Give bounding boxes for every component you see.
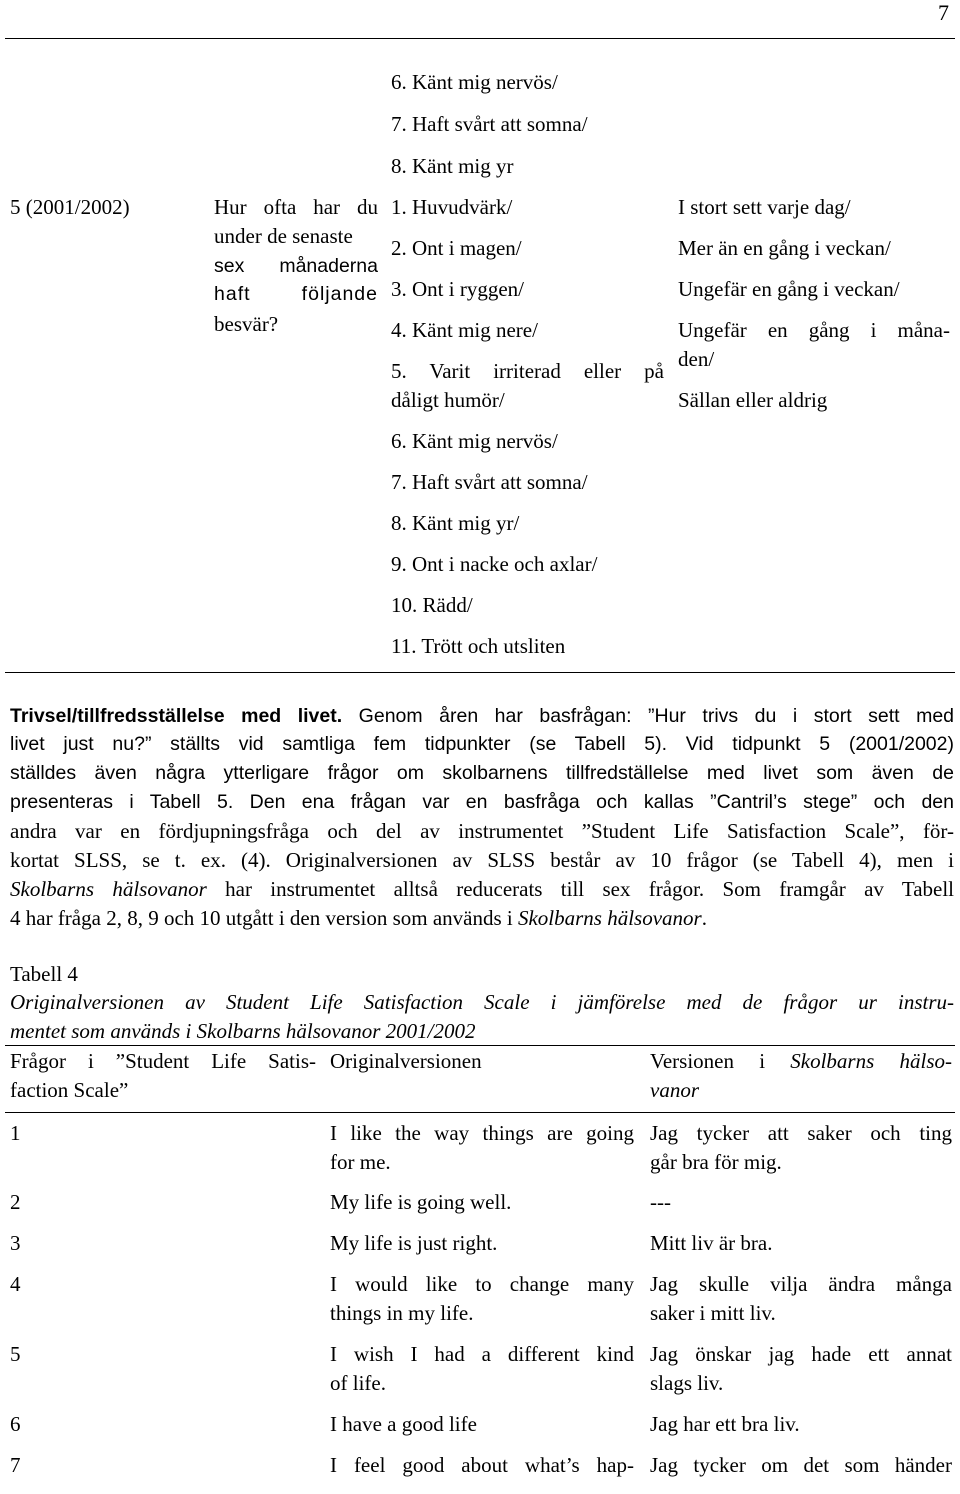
question-line: sex månaderna — [214, 255, 378, 277]
answer-option: den/ — [678, 347, 715, 371]
table-cell: I have a good life — [330, 1412, 477, 1436]
table-cell: I wish I had a different kind — [330, 1342, 634, 1366]
row-number: 4 — [10, 1272, 21, 1296]
table-top-rule — [5, 38, 955, 39]
page-number: 7 — [938, 0, 949, 25]
table-cell: My life is going well. — [330, 1190, 512, 1214]
table-cell: saker i mitt liv. — [650, 1301, 776, 1325]
text-span: har instrumentet alltså reducerats till sex frågor. Som framgår av Tabell — [206, 877, 955, 901]
answer-option: Ungefär en gång i veckan/ — [678, 277, 900, 301]
table-cell: I feel good about what’s hap- — [330, 1453, 634, 1477]
text-span: 4 har fråga 2, 8, 9 och 10 utgått i den version som används i — [10, 906, 518, 930]
header-cell: Originalversionen — [330, 1049, 482, 1073]
table-cell: I would like to change many — [330, 1272, 634, 1296]
list-item: 7. Haft svårt att somna/ — [391, 112, 588, 136]
table-cell: I like the way things are going — [330, 1121, 634, 1145]
time-point: 5 (2001/2002) — [10, 195, 130, 219]
table-cell: My life is just right. — [330, 1231, 498, 1255]
list-item: 11. Trött och utsliten — [391, 634, 566, 658]
text-span: . — [701, 906, 707, 930]
table4-top-rule — [5, 1045, 955, 1046]
row-number: 2 — [10, 1190, 21, 1214]
header-cell: Frågor i ”Student Life Satis- — [10, 1049, 316, 1073]
list-item: 9. Ont i nacke och axlar/ — [391, 552, 598, 576]
question-line: besvär? — [214, 312, 279, 336]
row-number: 6 — [10, 1412, 21, 1436]
table-cell: Jag tycker att saker och ting — [650, 1121, 952, 1145]
table-caption: mentet som används i Skolbarns hälsovanor 2001/2002 — [10, 1019, 476, 1043]
row-number: 3 — [10, 1231, 21, 1255]
section-heading: Trivsel/tillfredsställelse med livet. — [10, 705, 343, 727]
table-cell: --- — [650, 1190, 671, 1214]
paragraph-line: livet just nu?” ställts vid samtliga fem tidpunkter (se Tabell 5). Vid tidpunkt 5 (2001/2002) — [10, 733, 954, 755]
question-line: Hur ofta har du — [214, 195, 378, 219]
table-cell: for me. — [330, 1150, 391, 1174]
text-span: Skolbarns hälso- — [790, 1049, 952, 1073]
list-item: 6. Känt mig nervös/ — [391, 70, 558, 94]
table4-header-rule — [5, 1112, 955, 1113]
table-cell: Jag skulle vilja ändra många — [650, 1272, 952, 1296]
paragraph-line — [10, 705, 954, 728]
text-span: Versionen i — [650, 1049, 791, 1073]
list-item: dåligt humör/ — [391, 388, 505, 412]
table-cell: går bra för mig. — [650, 1150, 782, 1174]
answer-option: Mer än en gång i veckan/ — [678, 236, 891, 260]
header-cell: faction Scale” — [10, 1078, 129, 1102]
question-line: under de senaste — [214, 224, 353, 248]
list-item: 8. Känt mig yr — [391, 154, 514, 178]
paragraph-line: kortat SLSS, se t. ex. (4). Originalversionen av SLSS består av 10 frågor (se Tabell 4), men i — [10, 848, 954, 872]
list-item: 6. Känt mig nervös/ — [391, 429, 558, 453]
table-label: Tabell 4 — [10, 962, 78, 986]
table-caption: Originalversionen av Student Life Satisfaction Scale i jämförelse med de frågor ur instru- — [10, 990, 954, 1014]
list-item: 10. Rädd/ — [391, 593, 473, 617]
list-item: 4. Känt mig nere/ — [391, 318, 538, 342]
list-item: 3. Ont i ryggen/ — [391, 277, 524, 301]
answer-option: I stort sett varje dag/ — [678, 195, 851, 219]
text-span: Skolbarns hälsovanor — [517, 906, 702, 930]
paragraph-line: andra var en fördjupningsfråga och del av instrumentet ”Student Life Satisfaction Scale”, för- — [10, 819, 954, 843]
table-cell: things in my life. — [330, 1301, 474, 1325]
table-cell: of life. — [330, 1371, 386, 1395]
table-bottom-rule — [5, 672, 955, 673]
header-cell — [650, 1049, 952, 1074]
text-span: Skolbarns hälsovanor — [10, 877, 207, 901]
text-span: Genom åren har basfrågan: ”Hur trivs du i stort sett med — [342, 705, 955, 727]
paragraph-line: ställdes även några ytterligare frågor om skolbarnens tillfredställelse med livet som även de — [10, 762, 954, 784]
question-line: haft följande — [214, 283, 378, 305]
table-cell: slags liv. — [650, 1371, 724, 1395]
row-number: 1 — [10, 1121, 21, 1145]
paragraph-line — [10, 906, 954, 931]
list-item: 5. Varit irriterad eller på — [391, 359, 664, 383]
list-item: 1. Huvudvärk/ — [391, 195, 513, 219]
answer-option: Ungefär en gång i måna- — [678, 318, 950, 342]
paragraph-line — [10, 877, 954, 902]
row-number: 5 — [10, 1342, 21, 1366]
table-cell: Jag önskar jag hade ett annat — [650, 1342, 952, 1366]
list-item: 7. Haft svårt att somna/ — [391, 470, 588, 494]
table-cell: Mitt liv är bra. — [650, 1231, 773, 1255]
header-cell: vanor — [650, 1078, 699, 1102]
table-cell: Jag har ett bra liv. — [650, 1412, 800, 1436]
list-item: 8. Känt mig yr/ — [391, 511, 520, 535]
table-cell: Jag tycker om det som händer — [650, 1453, 952, 1477]
list-item: 2. Ont i magen/ — [391, 236, 522, 260]
paragraph-line: presenteras i Tabell 5. Den ena frågan var en basfråga och kallas ”Cantril’s stege” och den — [10, 791, 954, 813]
row-number: 7 — [10, 1453, 21, 1477]
answer-option: Sällan eller aldrig — [678, 388, 828, 412]
